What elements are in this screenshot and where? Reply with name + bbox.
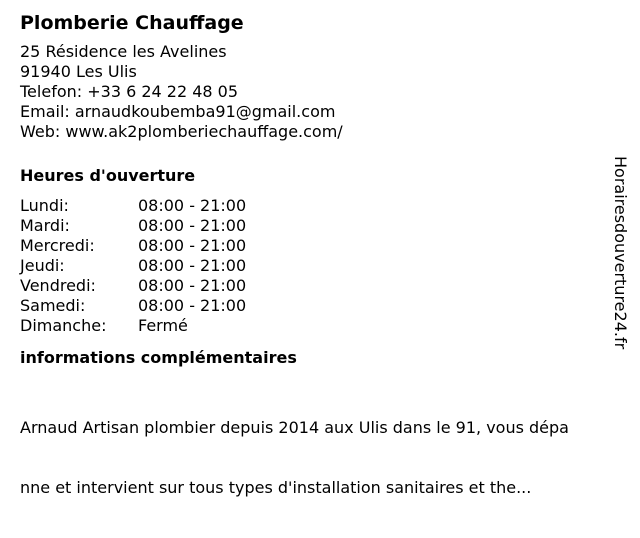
hours-day: Dimanche: (20, 316, 107, 335)
hours-row-dimanche (20, 316, 605, 336)
description-line-2: nne et intervient sur tous types d'installation sanitaires et the... (20, 478, 532, 497)
hours-time: 08:00 - 21:00 (138, 216, 247, 235)
business-card (20, 10, 605, 538)
hours-time: Fermé (138, 316, 188, 335)
hours-row-lundi (20, 196, 605, 216)
hours-day: Mardi: (20, 216, 70, 235)
hours-row-samedi (20, 296, 605, 316)
description-line-1: Arnaud Artisan plombier depuis 2014 aux Ulis dans le 91, vous dépa (20, 418, 569, 437)
hours-row-vendredi (20, 276, 605, 296)
opening-hours-table (20, 196, 605, 336)
web-line: Web: www.ak2plomberiechauffage.com/ (20, 122, 343, 141)
business-name: Plomberie Chauffage (20, 12, 244, 34)
opening-hours-heading: Heures d'ouverture (20, 166, 196, 185)
hours-day: Jeudi: (20, 256, 65, 275)
contact-block (20, 42, 605, 142)
business-description (20, 378, 605, 538)
hours-time: 08:00 - 21:00 (138, 276, 247, 295)
hours-time: 08:00 - 21:00 (138, 256, 247, 275)
hours-time: 08:00 - 21:00 (138, 196, 247, 215)
hours-day: Samedi: (20, 296, 86, 315)
hours-day: Vendredi: (20, 276, 96, 295)
hours-row-mercredi (20, 236, 605, 256)
address-line-2: 91940 Les Ulis (20, 62, 137, 81)
hours-time: 08:00 - 21:00 (138, 296, 247, 315)
hours-row-mardi (20, 216, 605, 236)
email-line: Email: arnaudkoubemba91@gmail.com (20, 102, 336, 121)
address-line-1: 25 Résidence les Avelines (20, 42, 227, 61)
site-watermark: Horairesdouverture24.fr (611, 156, 630, 350)
hours-time: 08:00 - 21:00 (138, 236, 247, 255)
phone-line: Telefon: +33 6 24 22 48 05 (20, 82, 239, 101)
hours-day: Lundi: (20, 196, 69, 215)
hours-row-jeudi (20, 256, 605, 276)
hours-day: Mercredi: (20, 236, 95, 255)
additional-info-heading: informations complémentaires (20, 348, 297, 367)
